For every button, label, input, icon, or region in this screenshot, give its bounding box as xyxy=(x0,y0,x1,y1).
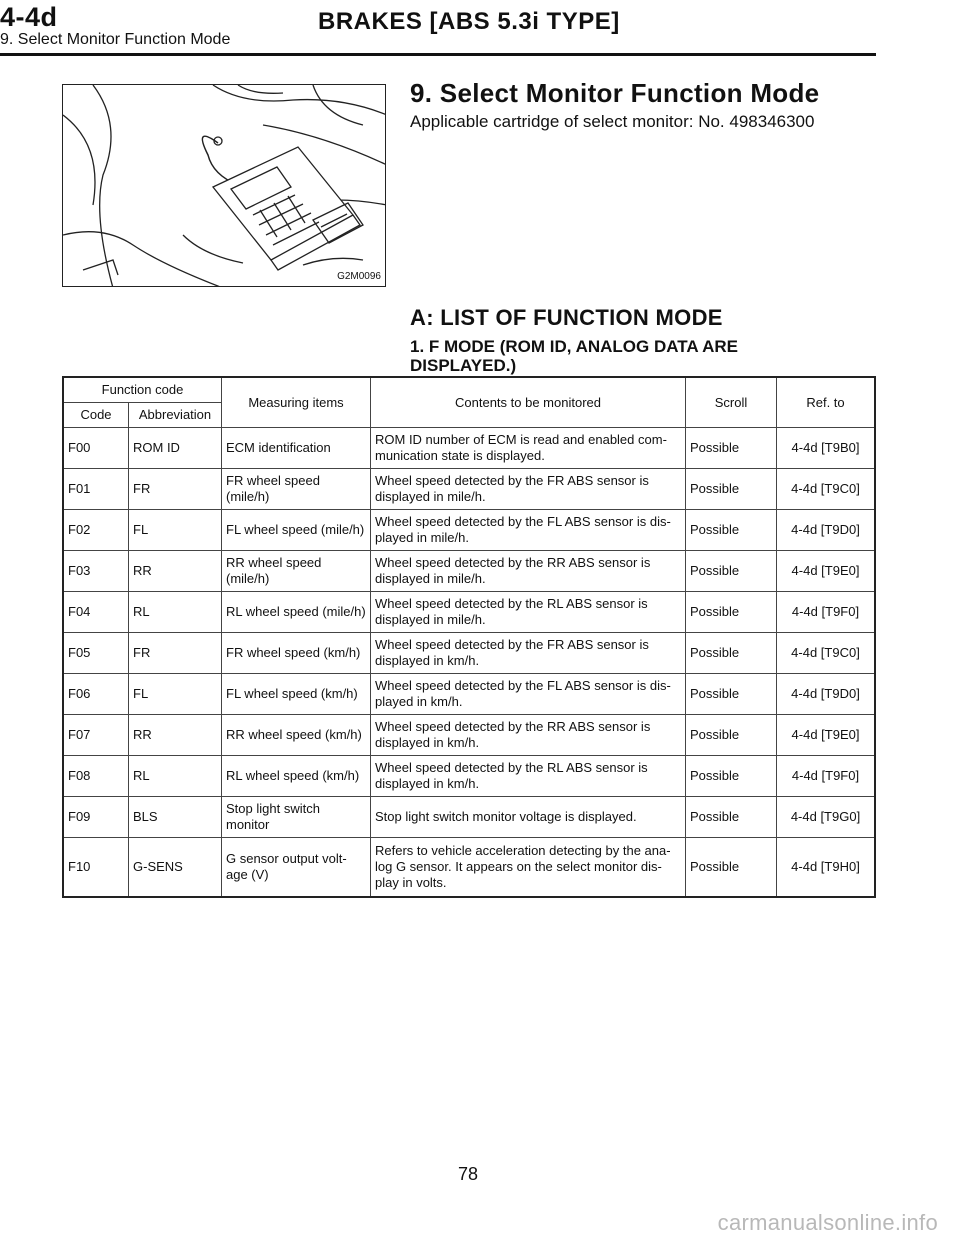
code-header: Code xyxy=(63,403,129,428)
ref-cell: 4-4d [T9E0] xyxy=(777,715,876,756)
ref-cell: 4-4d [T9E0] xyxy=(777,551,876,592)
mode-heading: 1. F MODE (ROM ID, ANALOG DATA ARE DISPLAYED.) xyxy=(410,337,739,375)
measuring-items-header: Measuring items xyxy=(222,377,371,428)
abbreviation-cell: FL xyxy=(129,674,222,715)
ref-cell: 4-4d [T9D0] xyxy=(777,674,876,715)
contents-cell: Wheel speed detected by the RR ABS sensor is displayed in km/h. xyxy=(371,715,686,756)
abbreviation-cell: RR xyxy=(129,715,222,756)
abbreviation-header: Abbreviation xyxy=(129,403,222,428)
select-monitor-drawing xyxy=(63,85,386,287)
table-row xyxy=(63,469,875,510)
measuring-item-cell: FR wheel speed (mile/h) xyxy=(222,469,371,510)
scroll-cell: Possible xyxy=(686,838,777,898)
code-cell: F05 xyxy=(63,633,129,674)
measuring-item-cell: RL wheel speed (km/h) xyxy=(222,756,371,797)
table-row xyxy=(63,756,875,797)
ref-cell: 4-4d [T9C0] xyxy=(777,469,876,510)
ref-cell: 4-4d [T9G0] xyxy=(777,797,876,838)
select-monitor-illustration xyxy=(62,84,386,287)
scroll-cell: Possible xyxy=(686,551,777,592)
scroll-cell: Possible xyxy=(686,633,777,674)
watermark-text: carmanualsonline.info xyxy=(717,1210,938,1235)
table-row xyxy=(63,551,875,592)
abbreviation-cell: FL xyxy=(129,510,222,551)
abbreviation-cell: BLS xyxy=(129,797,222,838)
contents-cell: Wheel speed detected by the FL ABS sensor is dis-played in mile/h. xyxy=(371,510,686,551)
section-heading: 9. Select Monitor Function Mode xyxy=(410,78,820,108)
code-cell: F01 xyxy=(63,469,129,510)
contents-cell: Wheel speed detected by the FL ABS sensor is dis-played in km/h. xyxy=(371,674,686,715)
abbreviation-cell: FR xyxy=(129,633,222,674)
table-row xyxy=(63,838,875,898)
contents-cell: Wheel speed detected by the RL ABS sensor is displayed in km/h. xyxy=(371,756,686,797)
code-cell: F07 xyxy=(63,715,129,756)
ref-cell: 4-4d [T9H0] xyxy=(777,838,876,898)
contents-cell: Wheel speed detected by the RR ABS sensor is displayed in mile/h. xyxy=(371,551,686,592)
code-cell: F10 xyxy=(63,838,129,898)
table-row xyxy=(63,510,875,551)
abbreviation-cell: RR xyxy=(129,551,222,592)
page-header xyxy=(0,0,960,62)
ref-cell: 4-4d [T9F0] xyxy=(777,756,876,797)
abbreviation-cell: G-SENS xyxy=(129,838,222,898)
page-number: 78 xyxy=(457,1164,479,1184)
scroll-cell: Possible xyxy=(686,674,777,715)
scroll-cell: Possible xyxy=(686,510,777,551)
code-cell: F06 xyxy=(63,674,129,715)
scroll-cell: Possible xyxy=(686,756,777,797)
contents-cell: Wheel speed detected by the FR ABS sensor is displayed in mile/h. xyxy=(371,469,686,510)
abbreviation-cell: RL xyxy=(129,756,222,797)
measuring-item-cell: FL wheel speed (mile/h) xyxy=(222,510,371,551)
table-row xyxy=(63,797,875,838)
table-row xyxy=(63,674,875,715)
table-row xyxy=(63,428,875,469)
chapter-title: BRAKES [ABS 5.3i TYPE] xyxy=(318,8,620,35)
measuring-item-cell: FL wheel speed (km/h) xyxy=(222,674,371,715)
function-code-header: Function code xyxy=(63,377,222,403)
ref-cell: 4-4d [T9D0] xyxy=(777,510,876,551)
scroll-cell: Possible xyxy=(686,715,777,756)
table-row xyxy=(63,715,875,756)
measuring-item-cell: Stop light switch monitor xyxy=(222,797,371,838)
scroll-cell: Possible xyxy=(686,592,777,633)
code-cell: F09 xyxy=(63,797,129,838)
contents-cell: Wheel speed detected by the RL ABS sensor is displayed in mile/h. xyxy=(371,592,686,633)
measuring-item-cell: ECM identification xyxy=(222,428,371,469)
scroll-header: Scroll xyxy=(686,377,777,428)
figure-label: G2M0096 xyxy=(337,271,381,282)
code-cell: F03 xyxy=(63,551,129,592)
scroll-cell: Possible xyxy=(686,469,777,510)
code-cell: F08 xyxy=(63,756,129,797)
code-cell: F00 xyxy=(63,428,129,469)
code-cell: F04 xyxy=(63,592,129,633)
section-number: 4-4d xyxy=(0,2,58,32)
contents-cell: Wheel speed detected by the FR ABS sensor is displayed in km/h. xyxy=(371,633,686,674)
contents-header: Contents to be monitored xyxy=(371,377,686,428)
measuring-item-cell: RL wheel speed (mile/h) xyxy=(222,592,371,633)
ref-cell: 4-4d [T9B0] xyxy=(777,428,876,469)
table-row xyxy=(63,633,875,674)
measuring-item-cell: G sensor output volt-age (V) xyxy=(222,838,371,898)
measuring-item-cell: RR wheel speed (mile/h) xyxy=(222,551,371,592)
scroll-cell: Possible xyxy=(686,797,777,838)
measuring-item-cell: FR wheel speed (km/h) xyxy=(222,633,371,674)
contents-cell: ROM ID number of ECM is read and enabled com-munication state is displayed. xyxy=(371,428,686,469)
header-subtitle: 9. Select Monitor Function Mode xyxy=(0,31,231,48)
contents-cell: Refers to vehicle acceleration detecting by the ana-log G sensor. It appears on the select monitor dis-play in volts. xyxy=(371,838,686,898)
function-mode-table xyxy=(62,376,876,898)
abbreviation-cell: RL xyxy=(129,592,222,633)
list-heading: A: LIST OF FUNCTION MODE xyxy=(410,305,723,330)
measuring-item-cell: RR wheel speed (km/h) xyxy=(222,715,371,756)
cartridge-note: Applicable cartridge of select monitor: No. 498346300 xyxy=(410,112,815,131)
abbreviation-cell: FR xyxy=(129,469,222,510)
header-rule xyxy=(0,53,876,56)
scroll-cell: Possible xyxy=(686,428,777,469)
ref-header: Ref. to xyxy=(777,377,876,428)
table-row xyxy=(63,592,875,633)
abbreviation-cell: ROM ID xyxy=(129,428,222,469)
contents-cell: Stop light switch monitor voltage is displayed. xyxy=(371,797,686,838)
code-cell: F02 xyxy=(63,510,129,551)
ref-cell: 4-4d [T9F0] xyxy=(777,592,876,633)
ref-cell: 4-4d [T9C0] xyxy=(777,633,876,674)
